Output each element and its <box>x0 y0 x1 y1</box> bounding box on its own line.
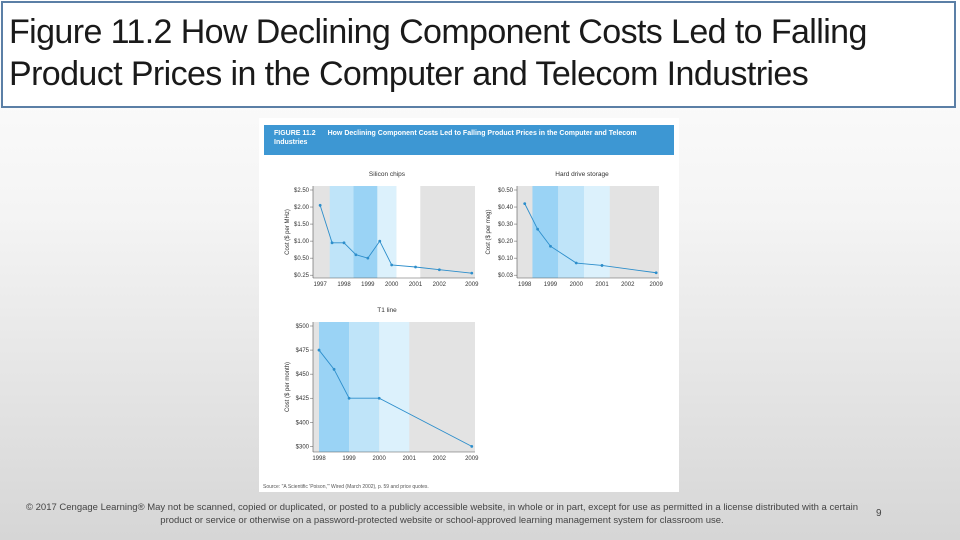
t1-x-tick-label: 2001 <box>402 456 416 462</box>
silicon-data-point <box>319 204 322 207</box>
slide-title-box <box>1 1 956 108</box>
harddrive-x-tick-label: 2001 <box>595 282 609 288</box>
figure-label: FIGURE 11.2 <box>274 130 316 137</box>
slide-title-line-1: Figure 11.2 How Declining Component Costs Led to Falling <box>9 13 867 51</box>
t1-data-point <box>470 445 473 448</box>
silicon-year-band <box>330 186 354 278</box>
figure-title: How Declining Component Costs Led to Falling Product Prices in the Computer and Telecom Industries <box>274 130 637 146</box>
silicon-x-tick-label: 1997 <box>313 282 327 288</box>
harddrive-y-tick-label: $0.50 <box>497 188 513 194</box>
harddrive-x-tick-label: 1998 <box>518 282 532 288</box>
silicon-year-band <box>396 186 420 278</box>
charts-svg <box>259 118 679 492</box>
silicon-data-point <box>414 266 417 269</box>
silicon-year-band <box>377 186 396 278</box>
silicon-data-point <box>355 253 358 256</box>
silicon-data-point <box>470 272 473 275</box>
t1-x-tick-label: 2002 <box>432 456 447 462</box>
t1-x-tick-label: 1999 <box>342 456 356 462</box>
harddrive-chart-title: Hard drive storage <box>555 171 609 178</box>
silicon-year-band <box>354 186 378 278</box>
silicon-x-tick-label: 1998 <box>337 282 351 288</box>
harddrive-y-tick-label: $0.30 <box>497 222 513 229</box>
harddrive-year-band <box>532 186 558 278</box>
harddrive-y-tick-label: $0.10 <box>497 256 513 263</box>
silicon-y-tick-label: $0.50 <box>293 256 309 263</box>
slide-title-line-2: Product Prices in the Computer and Telecom Industries <box>9 55 809 93</box>
t1-y-tick-label: $400 <box>295 420 309 427</box>
harddrive-data-point <box>601 264 604 267</box>
t1-data-point <box>318 349 321 352</box>
harddrive-x-tick-label: 2009 <box>649 282 663 288</box>
silicon-y-tick-label: $2.00 <box>293 205 309 212</box>
harddrive-data-point <box>575 262 578 265</box>
t1-y-tick-label: $450 <box>295 372 309 379</box>
silicon-x-tick-label: 2000 <box>384 282 399 288</box>
harddrive-year-band <box>558 186 584 278</box>
harddrive-x-tick-label: 1999 <box>543 282 558 288</box>
harddrive-data-point <box>523 202 526 205</box>
harddrive-data-point <box>655 271 658 274</box>
silicon-x-tick-label: 2002 <box>432 282 447 288</box>
silicon-y-tick-label: $1.50 <box>293 222 309 229</box>
t1-x-tick-label: 2009 <box>465 456 479 462</box>
t1-data-point <box>348 397 351 400</box>
t1-year-band <box>379 322 409 452</box>
t1-y-tick-label: $425 <box>295 396 309 403</box>
silicon-data-point <box>343 241 346 244</box>
harddrive-y-axis-label: Cost ($ per meg) <box>486 209 492 255</box>
silicon-y-axis-label: Cost ($ per MHz) <box>285 209 291 255</box>
t1-x-tick-label: 2000 <box>372 456 386 462</box>
t1-y-tick-label: $300 <box>295 444 309 451</box>
silicon-chart-title: Silicon chips <box>368 171 406 178</box>
silicon-data-point <box>438 268 441 271</box>
silicon-data-point <box>366 257 369 260</box>
t1-year-band <box>319 322 349 452</box>
t1-y-tick-label: $475 <box>295 348 309 355</box>
harddrive-y-tick-label: $0.40 <box>497 205 513 212</box>
silicon-data-point <box>331 241 334 244</box>
silicon-x-tick-label: 2009 <box>465 282 479 288</box>
harddrive-data-point <box>536 228 539 231</box>
t1-x-tick-label: 1998 <box>312 456 326 462</box>
harddrive-x-tick-label: 2000 <box>569 282 583 288</box>
t1-data-point <box>378 397 381 400</box>
silicon-x-tick-label: 2001 <box>408 282 423 288</box>
harddrive-x-tick-label: 2002 <box>621 282 635 288</box>
harddrive-y-tick-label: $0.03 <box>497 273 513 280</box>
silicon-y-tick-label: $0.25 <box>293 273 309 280</box>
t1-y-tick-label: $500 <box>295 324 309 330</box>
t1-year-band <box>349 322 379 452</box>
silicon-x-tick-label: 1999 <box>361 282 375 288</box>
copyright-footer: © 2017 Cengage Learning® May not be scanned, copied or duplicated, or posted to a publicly accessible website, in whole or in part, except for use as permitted in a license distributed with a certain product or service or otherwise on a password-protected website or school-approved learning management system for classroom use. <box>25 502 858 526</box>
silicon-y-tick-label: $2.50 <box>293 188 309 194</box>
silicon-data-point <box>378 240 381 243</box>
harddrive-y-tick-label: $0.20 <box>497 239 513 246</box>
t1-chart-title: T1 line <box>377 307 397 314</box>
silicon-data-point <box>390 264 393 267</box>
t1-y-axis-label: Cost ($ per month) <box>285 361 291 413</box>
figure-source: Source: "A Scientific 'Poison,'" Wired (March 2002), p. 59 and price quotes. <box>263 484 429 490</box>
silicon-y-tick-label: $1.00 <box>293 239 309 246</box>
figure-image <box>259 118 679 492</box>
harddrive-data-point <box>549 245 552 248</box>
page-number: 9 <box>876 508 882 519</box>
t1-data-point <box>333 368 336 371</box>
